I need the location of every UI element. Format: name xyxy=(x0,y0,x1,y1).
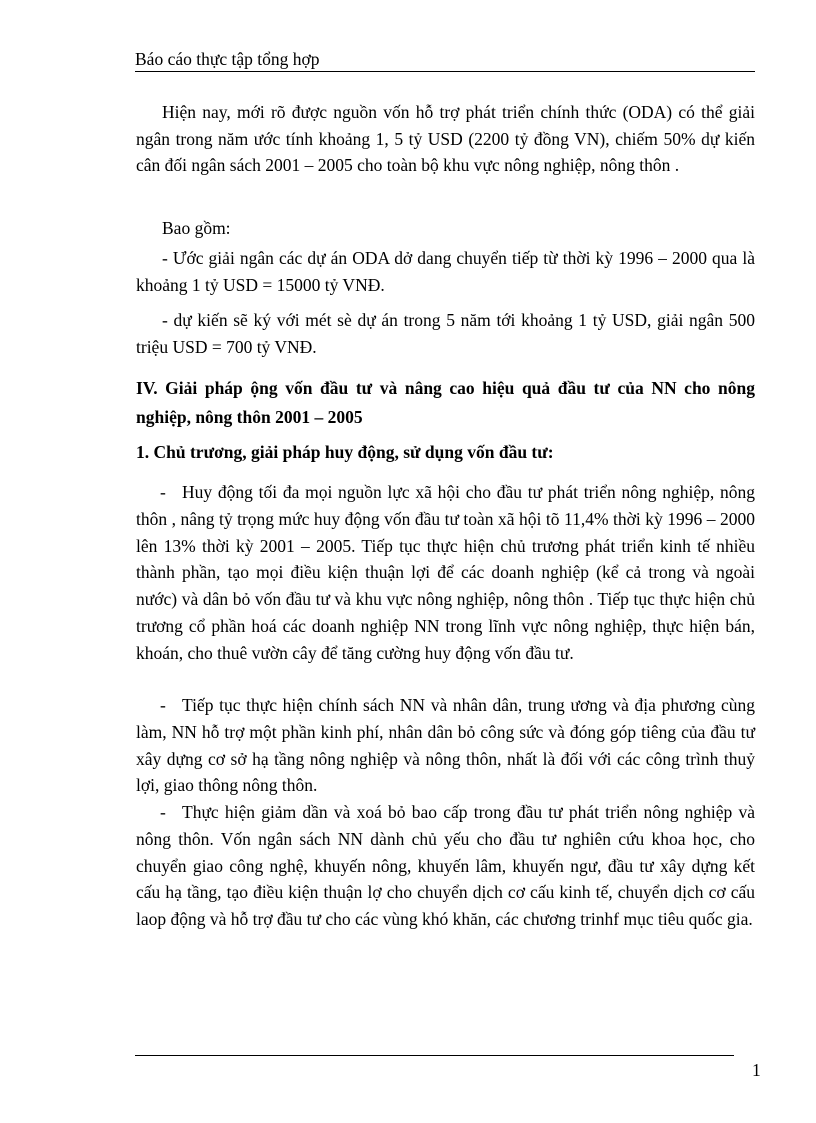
section-heading-iv: IV. Giải pháp ộng vốn đầu tư và nâng cao hiệu quả đầu tư của NN cho nông nghiệp, nông thôn 2001 – 2005 xyxy=(136,378,755,427)
page-number: 1 xyxy=(752,1060,761,1080)
header-title: Báo cáo thực tập tổng hợp xyxy=(135,49,320,69)
bullet-item xyxy=(136,799,755,933)
bullet-dash: - xyxy=(160,695,166,715)
bullet-dash: - xyxy=(160,482,166,502)
paragraph-oda-funding: Hiện nay, mới rõ được nguồn vốn hỗ trợ phát triển chính thức (ODA) có thể giải ngân trong năm ước tính khoảng 1, 5 tỷ USD (2200 tỷ đồng VN), chiếm 50% dự kiến cân đối ngân sách 2001 – 2005 cho toàn bộ khu vực nông nghiệp, nông thôn . xyxy=(136,102,755,175)
paragraph-new-projects: - dự kiến sẽ ký với mét sè dự án trong 5 năm tới khoảng 1 tỷ USD, giải ngân 500 triệu USD = 700 tỷ VNĐ. xyxy=(136,310,755,357)
bullet-item xyxy=(136,479,755,667)
bullet-text: Huy động tối đa mọi nguồn lực xã hội cho đầu tư phát triển nông nghiệp, nông thôn , nâng tỷ trọng mức huy động vốn đầu tư toàn xã hội tõ 11,4% thời kỳ 1996 – 2000 lên 13% thời kỳ 2001 – 2005. Tiếp tục thực hiện chủ trương phát triển kinh tế nhiều thành phần, tạo mọi điều kiện thuận lợi để các doanh nghiệp (kể cả trong và ngoài nước) và dân bỏ vốn đầu tư và khu vực nông nghiệp, nông thôn . Tiếp tục thực hiện chủ trương cổ phần hoá các doanh nghiệp NN trong lĩnh vực nông nghiệp, thực hiện bán, khoán, cho thuê vườn cây để tăng cường huy động vốn đầu tư. xyxy=(136,482,755,663)
paragraph-includes: Bao gồm: xyxy=(162,218,231,238)
bullet-item xyxy=(136,692,755,799)
footer-divider xyxy=(135,1055,734,1056)
document-header xyxy=(135,48,755,72)
subsection-heading-1: 1. Chủ trương, giải pháp huy động, sử dụng vốn đầu tư: xyxy=(136,442,554,462)
paragraph-oda-disbursement: - Ước giải ngân các dự án ODA dở dang chuyển tiếp từ thời kỳ 1996 – 2000 qua là khoảng 1 tỷ USD = 15000 tỷ VNĐ. xyxy=(136,248,755,295)
bullet-text: Thực hiện giảm dần và xoá bỏ bao cấp trong đầu tư phát triển nông nghiệp và nông thôn. Vốn ngân sách NN dành chủ yếu cho đầu tư nghiên cứu khoa học, cho chuyển giao công nghệ, khuyến nông, khuyến lâm, khuyến ngư, đầu tư xây dựng kết cấu hạ tầng, tạo điều kiện thuận lợ cho chuyển dịch cơ cấu kinh tế, chuyển dịch cơ cấu laop động và hỗ trợ đầu tư cho các vùng khó khăn, các chương trinhf mục tiêu quốc gia. xyxy=(136,802,755,930)
bullet-text: Tiếp tục thực hiện chính sách NN và nhân dân, trung ương và địa phương cùng làm, NN hỗ trợ một phần kinh phí, nhân dân bỏ công sức và đóng góp tiêng của đầu tư xây dựng cơ sở hạ tầng nông nghiệp và nông thôn, nhất là đối với các công trình thuỷ lợi, giao thông nông thôn. xyxy=(136,695,755,796)
bullet-dash: - xyxy=(160,802,166,822)
